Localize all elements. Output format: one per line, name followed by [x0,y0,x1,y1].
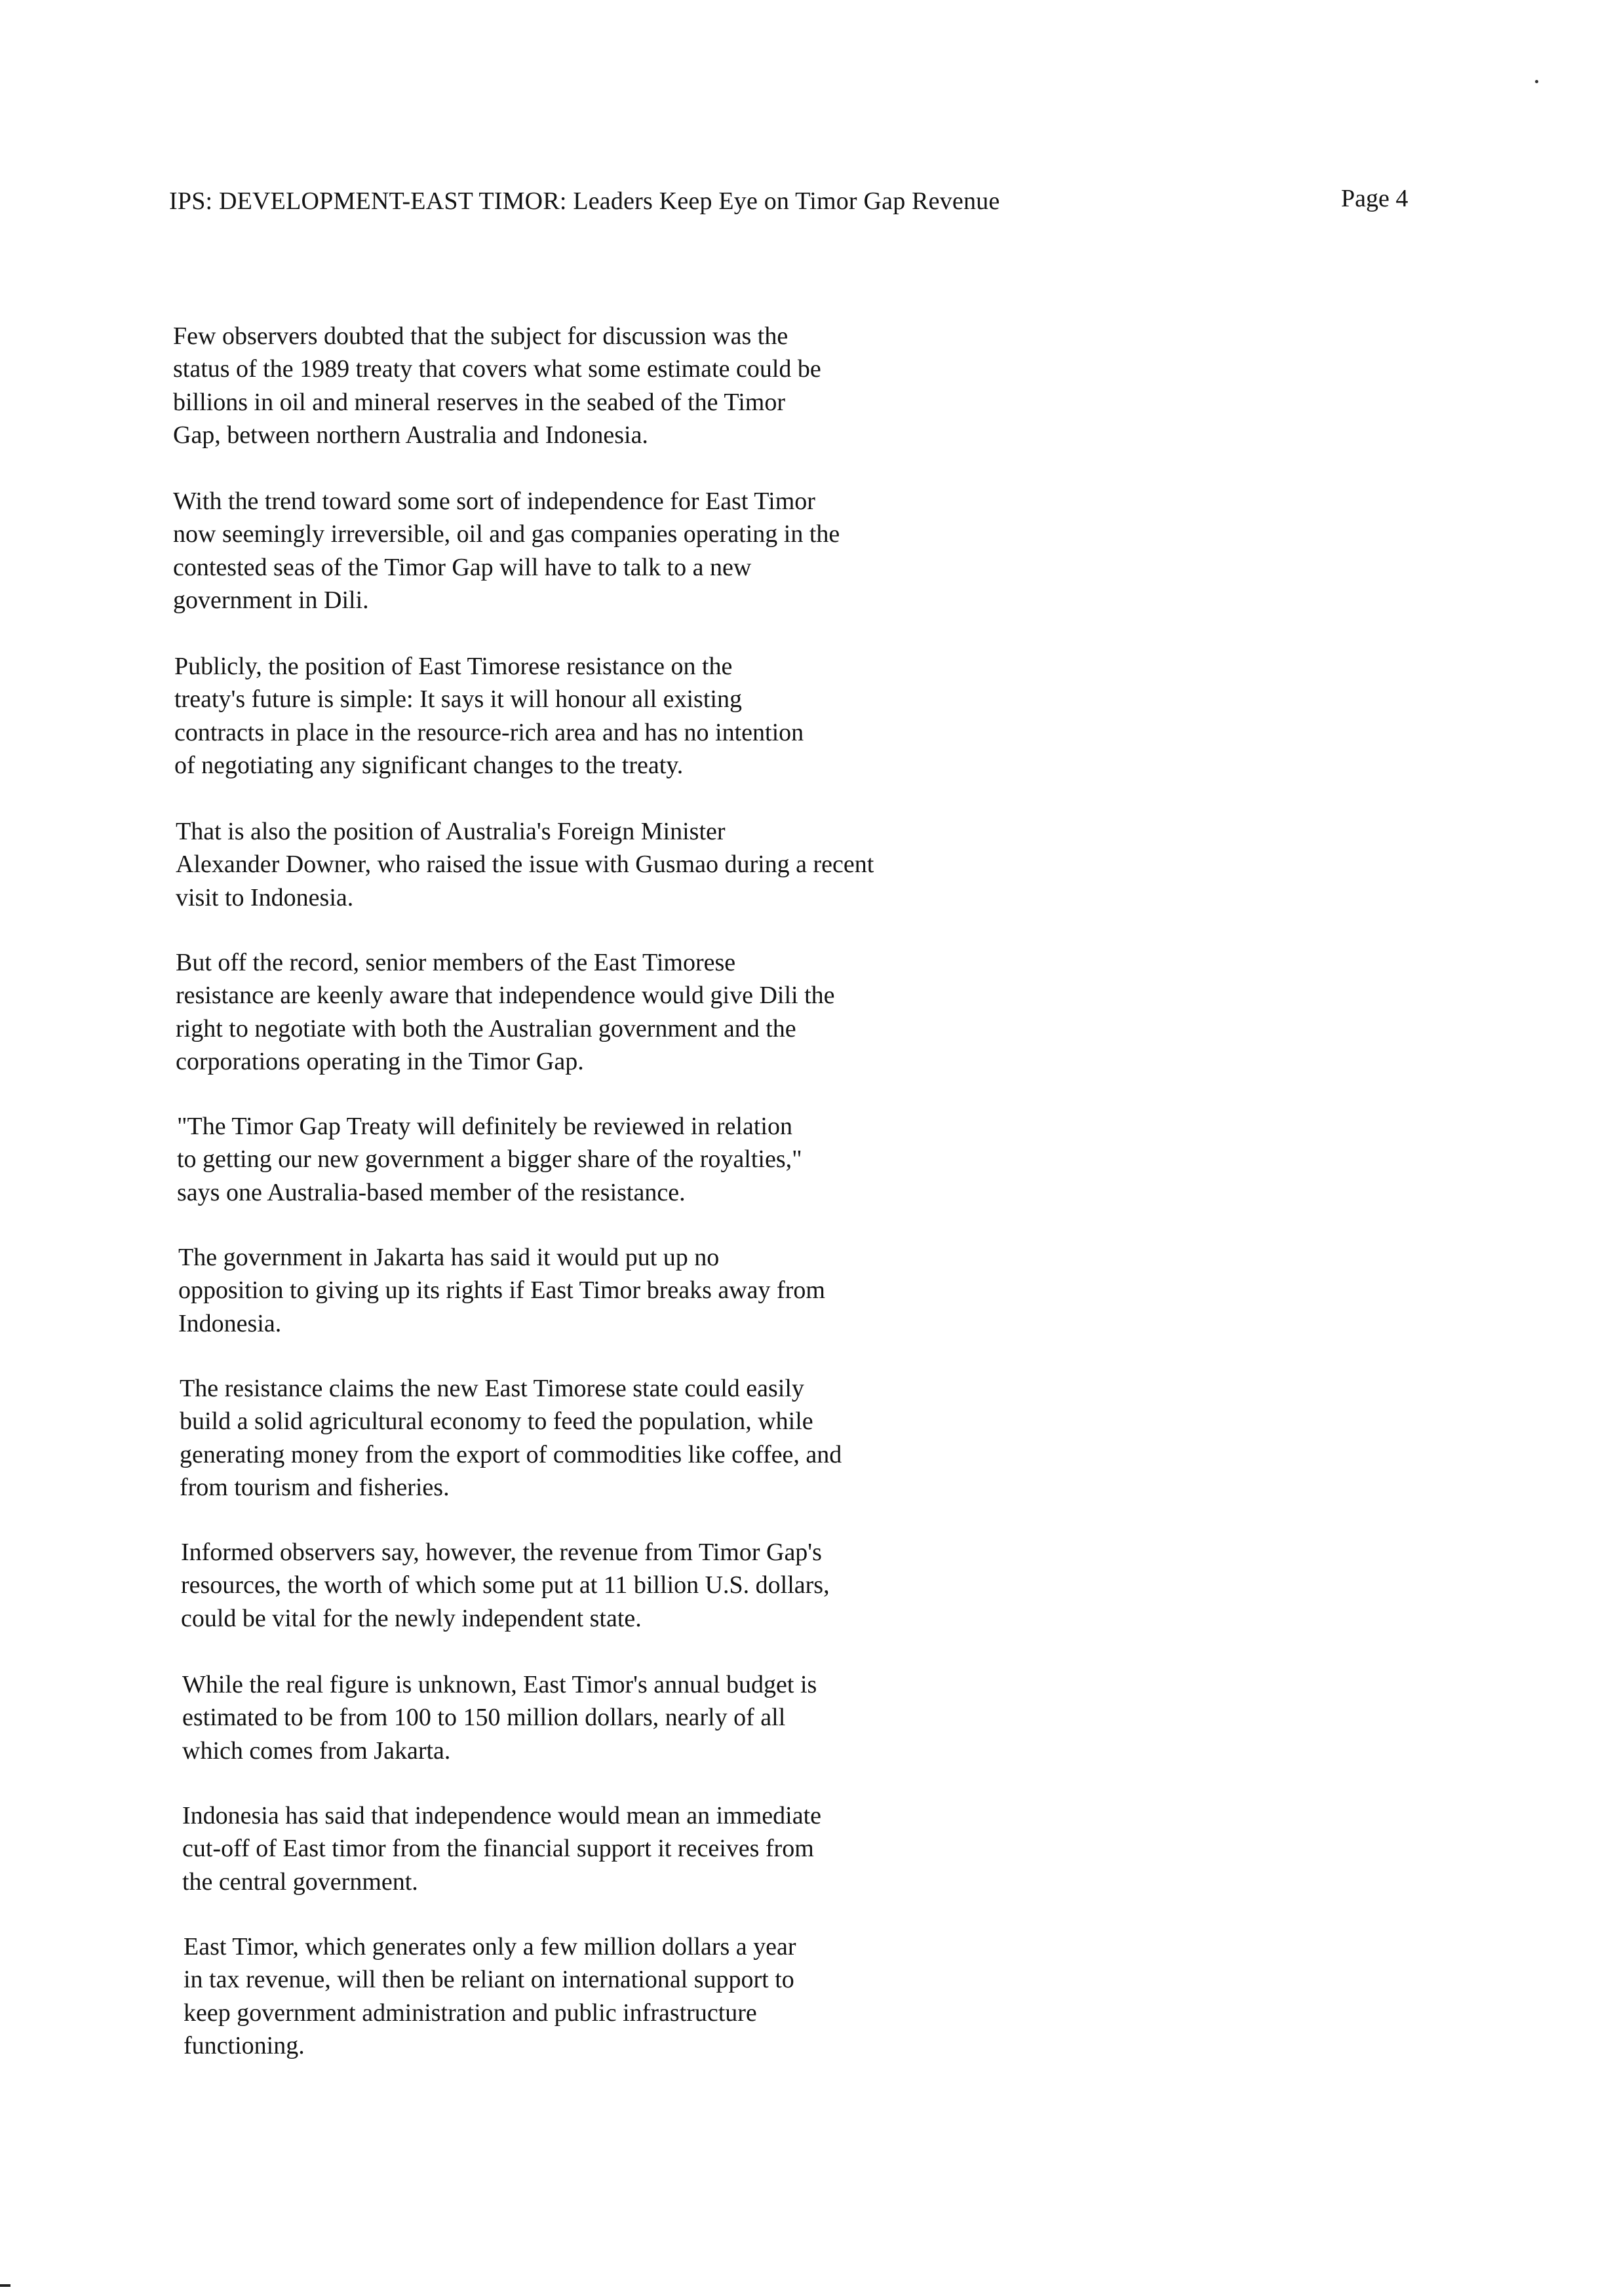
paragraph-12 [184,1930,796,2062]
paragraph-10 [182,1668,817,1767]
paragraph-line: says one Australia-based member of the resistance. [177,1178,686,1206]
paragraph-line: Gap, between northern Australia and Indonesia. [173,421,648,449]
paragraph-line: in tax revenue, will then be reliant on international support to [184,1966,794,1994]
paragraph-line: Few observers doubted that the subject for discussion was the [173,322,788,350]
paragraph-line: the central government. [182,1867,418,1896]
paragraph-line: visit to Indonesia. [176,883,354,911]
paragraph-line: opposition to giving up its rights if East Timor breaks away from [178,1276,825,1305]
paragraph-line: could be vital for the newly independent state. [181,1604,642,1632]
paragraph-line: But off the record, senior members of the East Timorese [176,949,736,976]
scan-speck [1535,80,1538,83]
page-number: Page 4 [1341,185,1409,212]
paragraph-line: "The Timor Gap Treaty will definitely be reviewed in relation [177,1113,792,1140]
paragraph-line: East Timor, which generates only a few million dollars a year [184,1933,796,1961]
paragraph-line: resources, the worth of which some put at 11 billion U.S. dollars, [181,1571,830,1599]
paragraph-line: Informed observers say, however, the revenue from Timor Gap's [181,1539,822,1566]
paragraph-1 [173,320,821,451]
paragraph-line: build a solid agricultural economy to feed the population, while [180,1407,813,1436]
paragraph-line: of negotiating any significant changes to the treaty. [174,751,684,779]
paragraph-line: Alexander Downer, who raised the issue with Gusmao during a recent [176,851,874,879]
scan-edge-mark [0,2284,10,2287]
paragraph-line: which comes from Jakarta. [182,1736,451,1765]
paragraph-line: The resistance claims the new East Timorese state could easily [180,1375,804,1402]
paragraph-line: The government in Jakarta has said it would put up no [178,1244,720,1271]
paragraph-line: government in Dili. [173,586,369,614]
paragraph-line: generating money from the export of commodities like coffee, and [180,1440,842,1468]
paragraph-11 [182,1799,821,1898]
paragraph-7 [178,1241,825,1340]
paragraph-line: Publicly, the position of East Timorese resistance on the [174,653,733,680]
paragraph-line: estimated to be from 100 to 150 million dollars, nearly of all [182,1704,786,1732]
paragraph-9 [181,1536,830,1635]
paragraph-line: from tourism and fisheries. [180,1473,450,1501]
paragraph-line: With the trend toward some sort of independence for East Timor [173,488,815,515]
paragraph-line: contested seas of the Timor Gap will have to talk to a new [173,553,752,581]
paragraph-2 [173,485,840,617]
paragraph-line: resistance are keenly aware that independence would give Dili the [176,982,835,1010]
paragraph-line: to getting our new government a bigger share of the royalties," [177,1145,802,1174]
paragraph-line: Indonesia has said that independence would mean an immediate [182,1802,822,1829]
paragraph-line: That is also the position of Australia's Foreign Minister [176,818,726,845]
paragraph-6 [177,1110,802,1209]
paragraph-line: While the real figure is unknown, East Timor's annual budget is [182,1671,817,1698]
paragraph-line: contracts in place in the resource-rich area and has no intention [174,718,804,746]
paragraph-4 [176,815,874,914]
paragraph-line: corporations operating in the Timor Gap. [176,1047,584,1075]
paragraph-line: status of the 1989 treaty that covers what some estimate could be [173,355,821,383]
paragraph-line: cut-off of East timor from the financial support it receives from [182,1835,814,1863]
paragraph-line: Indonesia. [178,1309,282,1337]
paragraph-line: billions in oil and mineral reserves in the seabed of the Timor [173,388,786,416]
paragraph-line: now seemingly irreversible, oil and gas companies operating in the [173,520,840,548]
paragraph-line: functioning. [184,2031,305,2059]
paragraph-line: right to negotiate with both the Australian government and the [176,1014,796,1043]
paragraph-line: keep government administration and public infrastructure [184,1999,757,2027]
paragraph-5 [176,946,835,1078]
document-header-title: IPS: DEVELOPMENT-EAST TIMOR: Leaders Keep Eye on Timor Gap Revenue [169,187,1000,215]
paragraph-line: treaty's future is simple: It says it will honour all existing [174,685,742,714]
paragraph-3 [174,650,804,782]
paragraph-8 [180,1372,842,1504]
